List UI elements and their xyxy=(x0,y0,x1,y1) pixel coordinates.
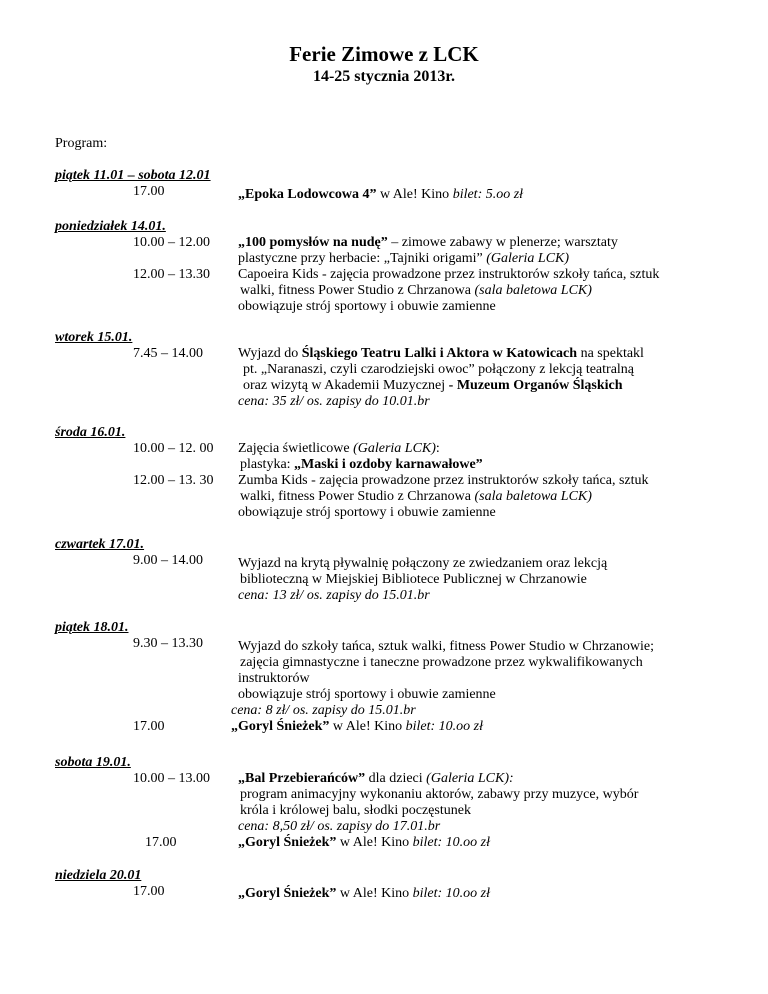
time-slot: 17.00 xyxy=(133,719,165,734)
time-slot: 9.00 – 14.00 xyxy=(133,553,203,568)
time-slot: 17.00 xyxy=(145,835,177,850)
day-heading-thursday: czwartek 17.01. xyxy=(55,537,145,552)
day-heading-tuesday: wtorek 15.01. xyxy=(55,330,133,345)
event-line: Zumba Kids - zajęcia prowadzone przez instruktorów szkoły tańca, sztuk xyxy=(238,473,649,488)
event-line: obowiązuje strój sportowy i obuwie zamienne xyxy=(238,687,496,702)
event-line xyxy=(238,441,440,457)
program-label: Program: xyxy=(55,136,108,151)
day-heading-friday: piątek 18.01. xyxy=(55,620,129,635)
time-slot: 10.00 – 12.00 xyxy=(133,235,210,250)
event-line xyxy=(240,457,483,473)
event-line: Capoeira Kids - zajęcia prowadzone przez instruktorów szkoły tańca, sztuk xyxy=(238,267,660,282)
event-price: cena: 8 zł/ os. zapisy do 15.01.br xyxy=(231,703,416,718)
event-text: Wyjazd do xyxy=(238,346,302,361)
event-location: (Galeria LCK): xyxy=(426,771,514,786)
event-line: zajęcia gimnastyczne i taneczne prowadzone przez wykwalifikowanych xyxy=(240,655,643,670)
event-text: walki, fitness Power Studio z Chrzanowa xyxy=(240,283,475,298)
event-line: obowiązuje strój sportowy i obuwie zamienne xyxy=(238,299,496,314)
event-price: bilet: 10.oo zł xyxy=(412,835,490,850)
event-text: w Ale! Kino xyxy=(376,187,453,202)
time-slot: 10.00 – 12. 00 xyxy=(133,441,214,456)
event-location: (sala baletowa LCK) xyxy=(474,283,592,298)
event-line xyxy=(238,251,569,267)
event-title: „Goryl Śnieżek” xyxy=(238,886,337,901)
event-price: bilet: 10.oo zł xyxy=(412,886,490,901)
time-slot: 10.00 – 13.00 xyxy=(133,771,210,786)
event-price: bilet: 10.oo zł xyxy=(405,719,483,734)
event-line xyxy=(238,235,618,251)
event-venue: Śląskiego Teatru Lalki i Aktora w Katowicach xyxy=(301,346,578,361)
event-line xyxy=(238,835,490,851)
event-title: „Maski i ozdoby karnawałowe” xyxy=(294,457,483,472)
event-line xyxy=(240,489,592,505)
time-slot: 7.45 – 14.00 xyxy=(133,346,203,361)
day-heading-friday-saturday: piątek 11.01 – sobota 12.01 xyxy=(55,168,211,183)
event-text: oraz wizytą w Akademii Muzycznej xyxy=(243,378,449,393)
event-line xyxy=(238,187,523,203)
event-location: (Galeria LCK) xyxy=(486,251,570,266)
event-line: program animacyjny wykonaniu aktorów, zabawy przy muzyce, wybór xyxy=(240,787,639,802)
day-heading-wednesday: środa 16.01. xyxy=(55,425,126,440)
event-title: „Goryl Śnieżek” xyxy=(231,719,330,734)
event-line: pt. „Naranaszi, czyli czarodziejski owoc” połączony z lekcją teatralną xyxy=(243,362,635,377)
event-text: walki, fitness Power Studio z Chrzanowa xyxy=(240,489,475,504)
day-heading-monday: poniedziałek 14.01. xyxy=(55,219,166,234)
event-text: w Ale! Kino xyxy=(336,835,413,850)
event-line: króla i królowej balu, słodki poczęstunek xyxy=(240,803,471,818)
event-location: (sala baletowa LCK) xyxy=(474,489,592,504)
time-slot: 17.00 xyxy=(133,184,165,199)
event-text: na spektakl xyxy=(577,346,644,361)
time-slot: 12.00 – 13.30 xyxy=(133,267,210,282)
event-text: Zajęcia świetlicowe xyxy=(238,441,354,456)
event-price: cena: 13 zł/ os. zapisy do 15.01.br xyxy=(238,588,430,603)
event-line xyxy=(238,886,490,902)
event-title: „Bal Przebierańców” xyxy=(238,771,366,786)
event-price: cena: 8,50 zł/ os. zapisy do 17.01.br xyxy=(238,819,441,834)
event-text: – zimowe zabawy w plenerze; warsztaty xyxy=(387,235,618,250)
time-slot: 17.00 xyxy=(133,884,165,899)
event-text: plastyczne przy herbacie: „Tajniki origami” xyxy=(238,251,487,266)
event-text: w Ale! Kino xyxy=(336,886,413,901)
page-subtitle: 14-25 stycznia 2013r. xyxy=(312,68,456,85)
event-text: dla dzieci xyxy=(365,771,427,786)
day-heading-sunday: niedziela 20.01 xyxy=(55,868,142,883)
event-line: Wyjazd na krytą pływalnię połączony ze zwiedzaniem oraz lekcją xyxy=(238,556,608,571)
event-title: „Epoka Lodowcowa 4” xyxy=(238,187,377,202)
event-line: instruktorów xyxy=(238,671,310,686)
event-line xyxy=(243,378,623,394)
event-line xyxy=(238,346,644,362)
event-text: : xyxy=(435,441,440,456)
event-line xyxy=(240,283,592,299)
event-location: (Galeria LCK) xyxy=(353,441,436,456)
event-line: obowiązuje strój sportowy i obuwie zamienne xyxy=(238,505,496,520)
event-line xyxy=(238,771,514,787)
page-title: Ferie Zimowe z LCK xyxy=(289,42,479,66)
time-slot: 9.30 – 13.30 xyxy=(133,636,203,651)
event-line: Wyjazd do szkoły tańca, sztuk walki, fitness Power Studio w Chrzanowie; xyxy=(238,639,654,654)
event-price: cena: 35 zł/ os. zapisy do 10.01.br xyxy=(238,394,430,409)
event-line: biblioteczną w Miejskiej Bibliotece Publicznej w Chrzanowie xyxy=(240,572,587,587)
day-heading-saturday: sobota 19.01. xyxy=(55,755,131,770)
event-title: „100 pomysłów na nudę” xyxy=(238,235,388,250)
event-text: plastyka: xyxy=(240,457,295,472)
event-venue: - Muzeum Organów Śląskich xyxy=(448,378,623,393)
event-title: „Goryl Śnieżek” xyxy=(238,835,337,850)
event-text: w Ale! Kino xyxy=(329,719,406,734)
event-line xyxy=(231,719,483,735)
time-slot: 12.00 – 13. 30 xyxy=(133,473,214,488)
event-price: bilet: 5.oo zł xyxy=(452,187,524,202)
